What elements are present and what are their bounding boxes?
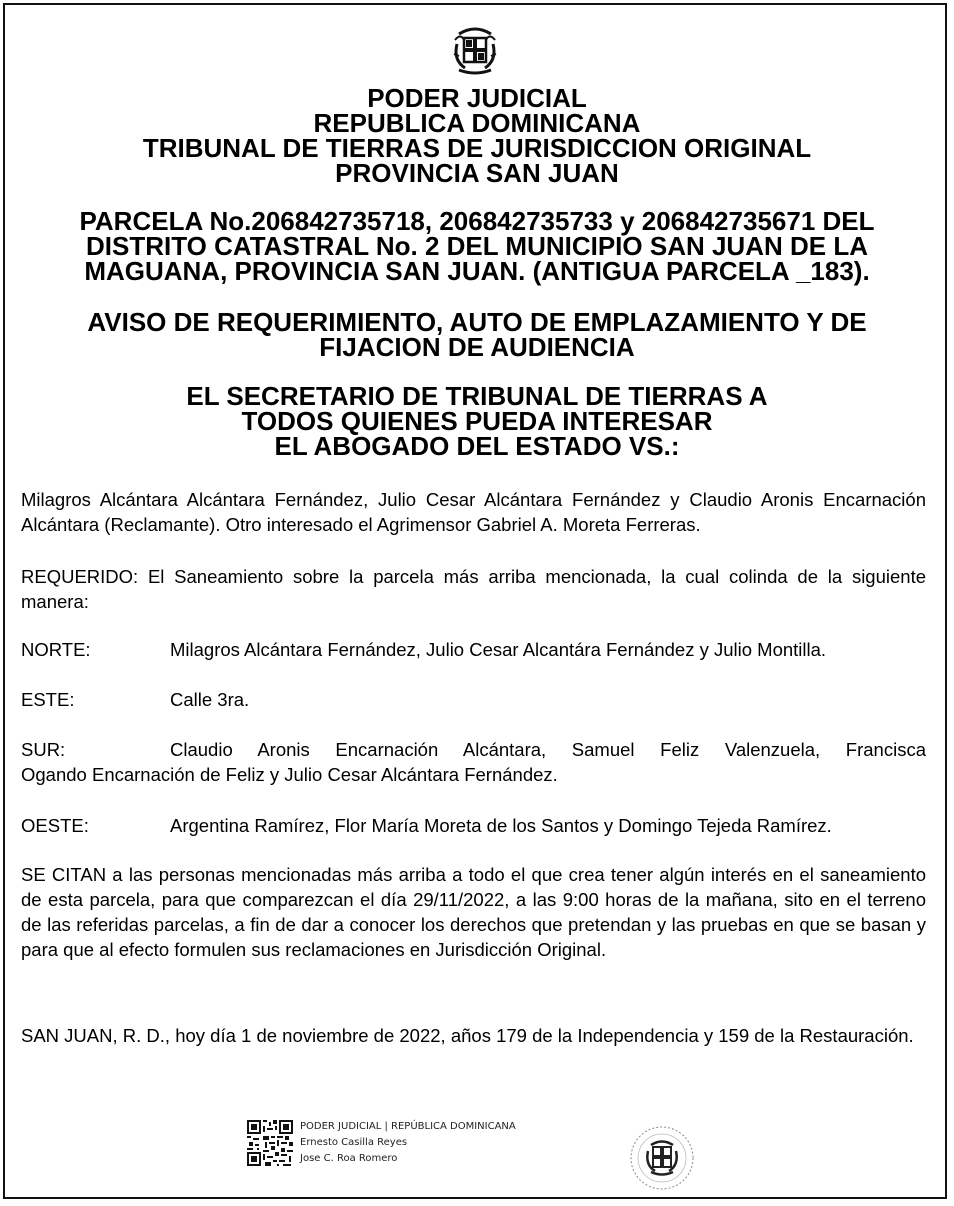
boundary-label: OESTE: bbox=[21, 815, 89, 836]
parcela-heading bbox=[0, 206, 954, 286]
boundary-value: Calle 3ra. bbox=[170, 689, 250, 710]
secretario-line: TODOS QUIENES PUEDA INTERESAR bbox=[241, 406, 713, 436]
header-line: PROVINCIA SAN JUAN bbox=[335, 158, 619, 188]
digital-signature bbox=[300, 1119, 516, 1167]
secretario-line: EL ABOGADO DEL ESTADO VS.: bbox=[274, 431, 680, 461]
aviso-line: FIJACION DE AUDIENCIA bbox=[319, 332, 635, 362]
boundary-label: ESTE: bbox=[21, 689, 75, 710]
court-header bbox=[0, 83, 954, 188]
parcela-line: DISTRITO CATASTRAL No. 2 DEL MUNICIPIO SAN JUAN DE LA bbox=[86, 231, 868, 261]
aviso-heading bbox=[0, 307, 954, 362]
qr-code-icon bbox=[247, 1120, 293, 1166]
secretario-line: EL SECRETARIO DE TRIBUNAL DE TIERRAS A bbox=[186, 381, 768, 411]
signature-name: Jose C. Roa Romero bbox=[300, 1153, 398, 1164]
boundary-value: Argentina Ramírez, Flor María Moreta de los Santos y Domingo Tejeda Ramírez. bbox=[170, 815, 832, 836]
signature-org: PODER JUDICIAL | REPÚBLICA DOMINICANA bbox=[300, 1121, 516, 1132]
header-line: PODER JUDICIAL bbox=[367, 83, 587, 113]
boundary-value: Milagros Alcántara Fernández, Julio Cesar Alcantára Fernández y Julio Montilla. bbox=[170, 639, 827, 660]
header-line: TRIBUNAL DE TIERRAS DE JURISDICCION ORIGINAL bbox=[142, 133, 812, 163]
secretario-heading bbox=[0, 381, 954, 461]
coat-of-arms-icon bbox=[451, 26, 499, 76]
court-seal-icon bbox=[629, 1125, 695, 1191]
boundary-label: NORTE: bbox=[21, 639, 91, 660]
parties-paragraph: Milagros Alcántara Alcántara Fernández, Julio Cesar Alcántara Fernández y Claudio Aronis Encarnación Alcántara (Reclamante). Otro interesado el Agrimensor Gabriel A. Moreta Ferreras. bbox=[21, 489, 926, 535]
citan-paragraph: SE CITAN a las personas mencionadas más arriba a todo el que crea tener algún interés en el saneamiento de esta parcela, para que comparezcan el día 29/11/2022, a las 9:00 horas de la mañana, sito en el terreno de las referidas parcelas, a fin de dar a conocer los derechos que pretendan y las pruebas en que se basan y para que al efecto formulen sus reclamaciones en Jurisdicción Original. bbox=[21, 864, 926, 960]
parcela-line: PARCELA No.206842735718, 206842735733 y 206842735671 DEL bbox=[79, 206, 875, 236]
boundary-label: SUR: bbox=[21, 739, 66, 760]
header-line: REPUBLICA DOMINICANA bbox=[313, 108, 641, 138]
requerido-paragraph: REQUERIDO: El Saneamiento sobre la parcela más arriba mencionada, la cual colinda de la siguiente manera: bbox=[21, 566, 926, 612]
parcela-line: MAGUANA, PROVINCIA SAN JUAN. (ANTIGUA PARCELA _183). bbox=[84, 256, 870, 286]
boundary-value: Ogando Encarnación de Feliz y Julio Cesar Alcántara Fernández. bbox=[21, 764, 558, 785]
aviso-line: AVISO DE REQUERIMIENTO, AUTO DE EMPLAZAMIENTO Y DE bbox=[87, 307, 867, 337]
fecha-paragraph: SAN JUAN, R. D., hoy día 1 de noviembre de 2022, años 179 de la Independencia y 159 de la Restauración. bbox=[21, 1025, 914, 1046]
signature-name: Ernesto Casilla Reyes bbox=[300, 1137, 408, 1148]
boundary-value: Claudio Aronis Encarnación Alcántara, Samuel Feliz Valenzuela, Francisca bbox=[170, 739, 926, 760]
